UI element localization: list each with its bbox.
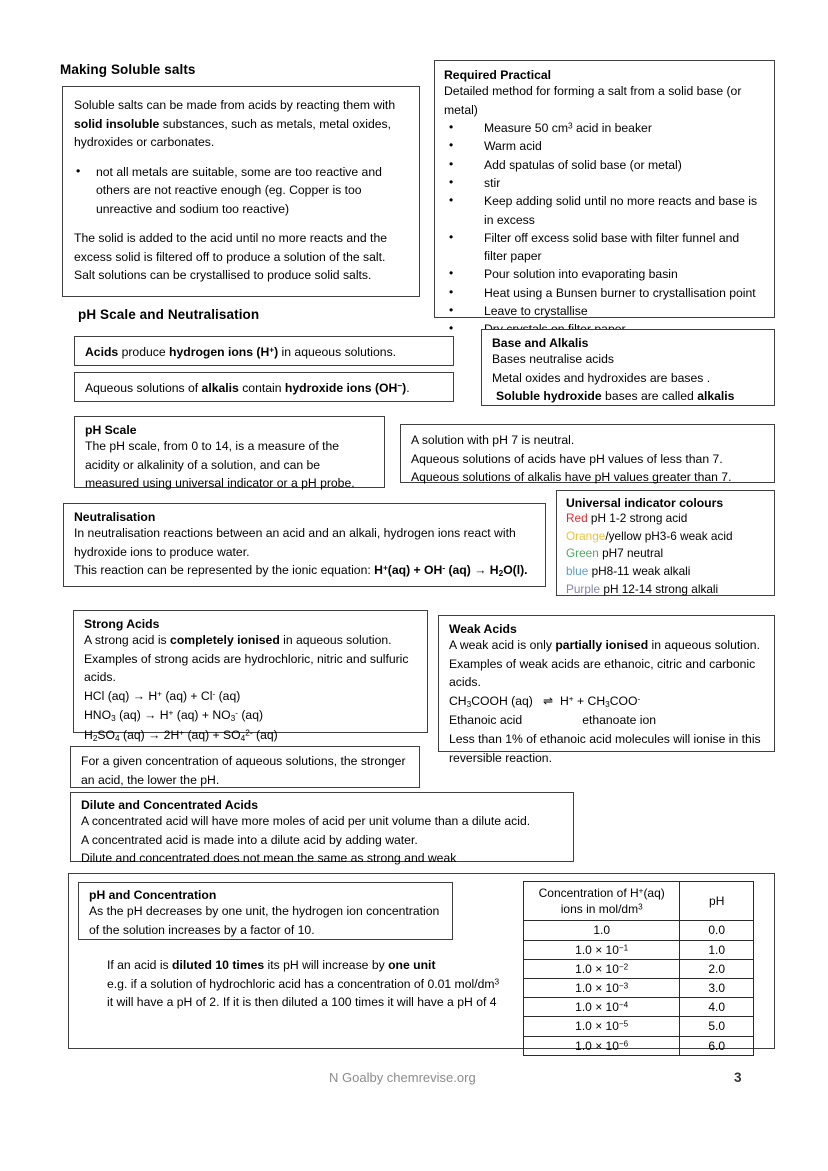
base-and-alkalis-heading: Base and Alkalis bbox=[492, 336, 589, 350]
weak-acids-post: in aqueous solution. Examples of weak acids are ethanoic, citric and carbonic acids. bbox=[449, 638, 760, 690]
weak-acids-note: Less than 1% of ethanoic acid molecules will ionise in this reversible reaction. bbox=[449, 731, 761, 765]
base-and-alkalis-box bbox=[481, 329, 775, 406]
indicator-row-green bbox=[566, 545, 765, 563]
alkalis-statement-text bbox=[85, 379, 443, 398]
list-item: • Warm acid bbox=[444, 137, 765, 155]
list-item: • Leave to crystallise bbox=[444, 302, 765, 320]
right-arrow-icon: → bbox=[132, 688, 145, 703]
acids-mid-1: produce bbox=[118, 345, 170, 359]
alkalis-mid: contain bbox=[238, 381, 285, 395]
weak-acid-equation-labels bbox=[449, 711, 764, 730]
soluble-salts-bullet-text: not all metals are suitable, some are too reactive and others are not reactive enough (eg. Copper is too unreactive and sodium too reactive) bbox=[96, 164, 382, 216]
required-practical-steps bbox=[444, 119, 765, 339]
ph-scale-box bbox=[74, 416, 385, 491]
soluble-salts-bullet bbox=[74, 163, 408, 219]
completely-ionised-bold: completely ionised bbox=[170, 633, 280, 647]
table-row bbox=[524, 940, 754, 959]
partially-ionised-bold: partially ionised bbox=[555, 638, 649, 652]
list-item: • Measure 50 $cm^3$ acid in beaker bbox=[444, 119, 765, 137]
making-soluble-salts-box bbox=[62, 86, 420, 297]
indicator-row-orange-text: /yellow pH3-6 weak acid bbox=[605, 528, 733, 543]
alkalis-bold-hydroxide-ions: hydroxide ions (OH−) bbox=[284, 380, 407, 395]
concentration-strength-box bbox=[70, 746, 420, 788]
indicator-row-green-text: pH7 neutral bbox=[598, 546, 664, 561]
column-header-ph: pH bbox=[680, 882, 754, 921]
neutral-ph-line-1: A solution with pH 7 is neutral. bbox=[411, 433, 575, 447]
dilute-concentrated-line-1: A concentrated acid will have more moles of acid per unit volume than a dilute acid. bbox=[81, 814, 531, 828]
cell-concentration: 1.0 bbox=[524, 921, 680, 940]
list-item: • stir bbox=[444, 174, 765, 192]
right-arrow-icon: → bbox=[148, 728, 161, 743]
neutralisation-ionic-equation: H+(aq) + OH- $(aq) \to H_2O(l)$. bbox=[374, 562, 528, 579]
ph-concentration-table bbox=[523, 881, 754, 1056]
base-and-alkalis-line3-mid: bases are called bbox=[601, 389, 698, 404]
one-unit-bold: one unit bbox=[388, 958, 436, 972]
page-number: 3 bbox=[734, 1070, 742, 1085]
indicator-row-red bbox=[566, 510, 765, 528]
table-row bbox=[524, 998, 754, 1017]
cell-ph: 3.0 bbox=[680, 978, 754, 997]
right-arrow-icon: → bbox=[144, 708, 157, 723]
dilution-pre: If an acid is bbox=[107, 958, 173, 972]
table-row bbox=[524, 1017, 754, 1036]
cell-concentration: $1.0 \times 10^{-2}$ bbox=[524, 959, 680, 978]
equilibrium-arrow-icon: ⇌ bbox=[543, 693, 554, 708]
cell-concentration: $1.0 \times 10^{-4}$ bbox=[524, 998, 680, 1017]
dilution-example-text bbox=[107, 956, 502, 1012]
cell-ph: 0.0 bbox=[680, 921, 754, 940]
cell-concentration: $1.0 \times 10^{-6}$ bbox=[524, 1036, 680, 1055]
list-item: • Pour solution into evaporating basin bbox=[444, 265, 765, 283]
column-header-concentration: Concentration of H+(aq) ions in mol/$dm^3$ bbox=[524, 882, 680, 921]
soluble-salts-paragraph-1 bbox=[74, 96, 408, 152]
universal-indicator-colours-box bbox=[556, 490, 775, 596]
strong-acid-equation-hno3: $HNO_3$ (aq) → H+ $(aq) + NO_3^-$ (aq) bbox=[84, 707, 264, 724]
acids-mid-2: in aqueous solutions. bbox=[278, 345, 397, 359]
cell-concentration: $1.0 \times 10^{-5}$ bbox=[524, 1017, 680, 1036]
neutral-ph-line-3: Aqueous solutions of alkalis have pH values greater than 7. bbox=[411, 470, 732, 485]
neutralisation-equation-intro: This reaction can be represented by the ionic equation: bbox=[74, 563, 375, 578]
indicator-colour-word-red: Red bbox=[566, 511, 588, 525]
alkalis-bold: alkalis bbox=[697, 389, 735, 404]
list-item: • Heat using a Bunsen burner to crystallisation point bbox=[444, 284, 765, 302]
neutralisation-heading: Neutralisation bbox=[74, 510, 156, 524]
ph-and-concentration-heading: pH and Concentration bbox=[89, 888, 217, 902]
footer-attribution: N Goalby chemrevise.org bbox=[329, 1070, 476, 1085]
dilute-concentrated-acids-box bbox=[70, 792, 574, 866]
alkalis-pre: Aqueous solutions of bbox=[85, 381, 202, 395]
weak-acid-equation-ethanoic: $CH_3COOH$ (aq) ⇌ $H^+ + CH_3COO^-$ bbox=[449, 693, 641, 709]
soluble-salts-paragraph-2: The solid is added to the acid until no more reacts and the excess solid is filtered off to produce a solution of the salt. Salt solutions can be crystallised to produce solid salts. bbox=[74, 231, 388, 283]
acids-bold-hydrogen-ions: hydrogen ions (H+) bbox=[169, 344, 279, 359]
neutral-ph-box bbox=[400, 424, 775, 483]
weak-acids-box bbox=[438, 615, 775, 765]
neutralisation-body: In neutralisation reactions between an acid and an alkali, hydrogen ions react with hydroxide ions to produce water. bbox=[74, 526, 516, 559]
strong-acids-description bbox=[84, 631, 417, 687]
strong-acid-equation-h2so4: $H_2SO_4$ (aq) → 2H+ $(aq) + SO_4^{2-}$ (aq) bbox=[84, 727, 278, 744]
table-head bbox=[524, 882, 754, 921]
dilution-mid: its pH will increase by bbox=[264, 958, 389, 972]
table-row bbox=[524, 921, 754, 940]
indicator-colour-word-purple: Purple bbox=[566, 581, 601, 596]
strong-acid-equation-hcl: HCl (aq) → H+ (aq) + Cl- (aq) bbox=[84, 688, 241, 703]
cell-ph: 4.0 bbox=[680, 998, 754, 1017]
ethanoate-ion-label: ethanoate ion bbox=[582, 713, 657, 728]
required-practical-intro: Detailed method for forming a salt from a solid base (or metal) bbox=[444, 84, 742, 117]
neutralisation-box bbox=[63, 503, 546, 587]
ph-and-concentration-body: As the pH decreases by one unit, the hydrogen ion concentration of the solution increases by a factor of 10. bbox=[89, 904, 440, 937]
table-body bbox=[524, 921, 754, 1055]
indicator-row-blue bbox=[566, 563, 765, 581]
cell-concentration: $1.0 \times 10^{-3}$ bbox=[524, 978, 680, 997]
ph-and-concentration-box bbox=[78, 882, 453, 940]
strong-acids-box bbox=[73, 610, 428, 744]
right-arrow-icon: → bbox=[474, 563, 487, 578]
cell-ph: 5.0 bbox=[680, 1017, 754, 1036]
required-practical-heading: Required Practical bbox=[444, 68, 552, 82]
required-practical-box bbox=[434, 60, 775, 318]
base-and-alkalis-line-3 bbox=[492, 387, 764, 406]
indicator-row-orange bbox=[566, 528, 765, 546]
indicator-row-purple-text: pH 12-14 strong alkali bbox=[600, 581, 719, 596]
ethanoic-acid-label: Ethanoic acid bbox=[449, 713, 523, 728]
acids-bold-acids: Acids bbox=[85, 345, 119, 359]
table-row bbox=[524, 959, 754, 978]
dilute-concentrated-line-2: A concentrated acid is made into a dilute acid by adding water. bbox=[81, 832, 418, 847]
weak-acids-description bbox=[449, 636, 764, 692]
list-item: • Add spatulas of solid base (or metal) bbox=[444, 156, 765, 174]
soluble-salts-p1-part-a: Soluble salts can be made from acids by reacting them with bbox=[74, 98, 396, 112]
soluble-salts-p1-part-b: substances, such as metals, metal oxides, hydroxides or carbonates. bbox=[74, 116, 391, 150]
indicator-colour-word-green: Green bbox=[566, 546, 599, 561]
indicator-colour-word-orange: Orange bbox=[566, 528, 606, 543]
strong-acids-post: in aqueous solution. Examples of strong acids are hydrochloric, nitric and sulfuric acids. bbox=[84, 633, 409, 685]
neutral-ph-line-2: Aqueous solutions of acids have pH values of less than 7. bbox=[411, 451, 723, 466]
dilute-concentrated-line-3: Dilute and concentrated does not mean the same as strong and weak bbox=[81, 851, 457, 866]
ph-concentration-table-wrapper bbox=[523, 881, 754, 1056]
indicator-row-blue-text: pH8-11 weak alkali bbox=[588, 564, 691, 579]
indicator-colour-word-blue: blue bbox=[566, 564, 589, 579]
cell-concentration: $1.0 \times 10^{-1}$ bbox=[524, 940, 680, 959]
acids-statement-box bbox=[74, 336, 454, 366]
list-item: • Keep adding solid until no more reacts and base is in excess bbox=[444, 192, 765, 229]
ph-scale-neutralisation-heading: pH Scale and Neutralisation bbox=[78, 307, 260, 322]
acids-statement-text bbox=[85, 343, 443, 362]
indicator-row-purple bbox=[566, 581, 765, 599]
ph-scale-heading: pH Scale bbox=[85, 423, 137, 437]
cell-ph: 1.0 bbox=[680, 940, 754, 959]
weak-acids-heading: Weak Acids bbox=[449, 622, 517, 636]
soluble-hydroxide-bold: Soluble hydroxide bbox=[496, 389, 602, 404]
ph-scale-body: The pH scale, from 0 to 14, is a measure of the acidity or alkalinity of a solution, and can be measured using universal indicator or a pH probe. bbox=[85, 439, 355, 491]
table-row bbox=[524, 978, 754, 997]
concentration-strength-text: For a given concentration of aqueous solutions, the stronger an acid, the lower the pH. bbox=[81, 754, 406, 787]
making-soluble-salts-heading: Making Soluble salts bbox=[60, 62, 196, 77]
list-item: • Filter off excess solid base with filter funnel and filter paper bbox=[444, 229, 765, 266]
neutralisation-equation-line bbox=[74, 561, 535, 580]
indicator-row-red-text: pH 1-2 strong acid bbox=[587, 511, 688, 525]
weak-acids-pre: A weak acid is only bbox=[449, 638, 556, 652]
cell-ph: 2.0 bbox=[680, 959, 754, 978]
alkalis-statement-box bbox=[74, 372, 454, 402]
strong-acids-pre: A strong acid is bbox=[84, 633, 171, 647]
alkalis-post: . bbox=[406, 381, 410, 395]
base-and-alkalis-line-2: Metal oxides and hydroxides are bases . bbox=[492, 370, 711, 385]
cell-ph: 6.0 bbox=[680, 1036, 754, 1055]
soluble-salts-p1-bold: solid insoluble bbox=[74, 116, 160, 131]
dilute-concentrated-heading: Dilute and Concentrated Acids bbox=[81, 798, 258, 812]
alkalis-bold-alkalis: alkalis bbox=[201, 381, 239, 395]
table-header-row bbox=[524, 882, 754, 921]
universal-indicator-heading: Universal indicator colours bbox=[566, 496, 724, 510]
ph-concentration-section-container bbox=[68, 873, 775, 1053]
strong-acids-heading: Strong Acids bbox=[84, 617, 160, 631]
dilution-example-line-2: e.g. if a solution of hydrochloric acid has a concentration of 0.01 mol/$dm^3$ it will have a pH of 2. If it is then diluted a 100 times it will have a pH of 4 bbox=[107, 976, 500, 1010]
base-and-alkalis-line-1: Bases neutralise acids bbox=[492, 352, 614, 366]
diluted-10-times-bold: diluted 10 times bbox=[172, 958, 265, 972]
dilution-example-line-1 bbox=[107, 956, 502, 975]
table-row bbox=[524, 1036, 754, 1055]
